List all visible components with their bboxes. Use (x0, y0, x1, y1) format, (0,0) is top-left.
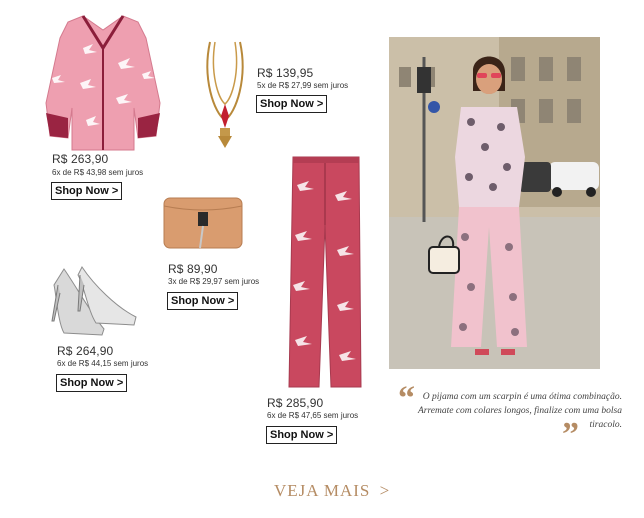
pants-installments: 6x de R$ 47,65 sem juros (267, 411, 359, 420)
close-quote-icon: ” (562, 416, 579, 453)
veja-mais-link[interactable] (274, 481, 390, 501)
open-quote-icon: “ (398, 380, 415, 417)
necklace-installments: 5x de R$ 27,99 sem juros (257, 81, 349, 90)
pants-price: R$ 285,90 (267, 396, 324, 410)
bag-image[interactable] (160, 192, 246, 254)
chevron-right-icon: > (379, 481, 391, 500)
shoes-price: R$ 264,90 (57, 344, 114, 358)
necklace-shop-now-button[interactable]: Shop Now > (256, 95, 327, 113)
pants-image[interactable] (285, 155, 365, 390)
street-style-photo (389, 37, 600, 369)
necklace-price: R$ 139,95 (257, 66, 314, 80)
pajama-top-installments: 6x de R$ 43,98 sem juros (52, 168, 144, 177)
veja-mais-label: VEJA MAIS (274, 481, 371, 500)
shoes-image[interactable] (44, 263, 140, 338)
pajama-top-price: R$ 263,90 (52, 152, 109, 166)
bag-price: R$ 89,90 (168, 262, 218, 276)
shoes-installments: 6x de R$ 44,15 sem juros (57, 359, 149, 368)
shoes-shop-now-button[interactable]: Shop Now > (56, 374, 127, 392)
pants-shop-now-button[interactable]: Shop Now > (266, 426, 337, 444)
pajama-top-image[interactable] (38, 8, 168, 153)
bag-shop-now-button[interactable]: Shop Now > (167, 292, 238, 310)
bag-installments: 3x de R$ 29,97 sem juros (168, 277, 260, 286)
styling-tip-quote: O pijama com um scarpin é uma ótima combinação. Arremate com colares longos, finalize com uma bolsa tiracolo. (417, 392, 622, 430)
pajama-top-shop-now-button[interactable]: Shop Now > (51, 182, 122, 200)
necklace-image[interactable] (200, 38, 250, 150)
